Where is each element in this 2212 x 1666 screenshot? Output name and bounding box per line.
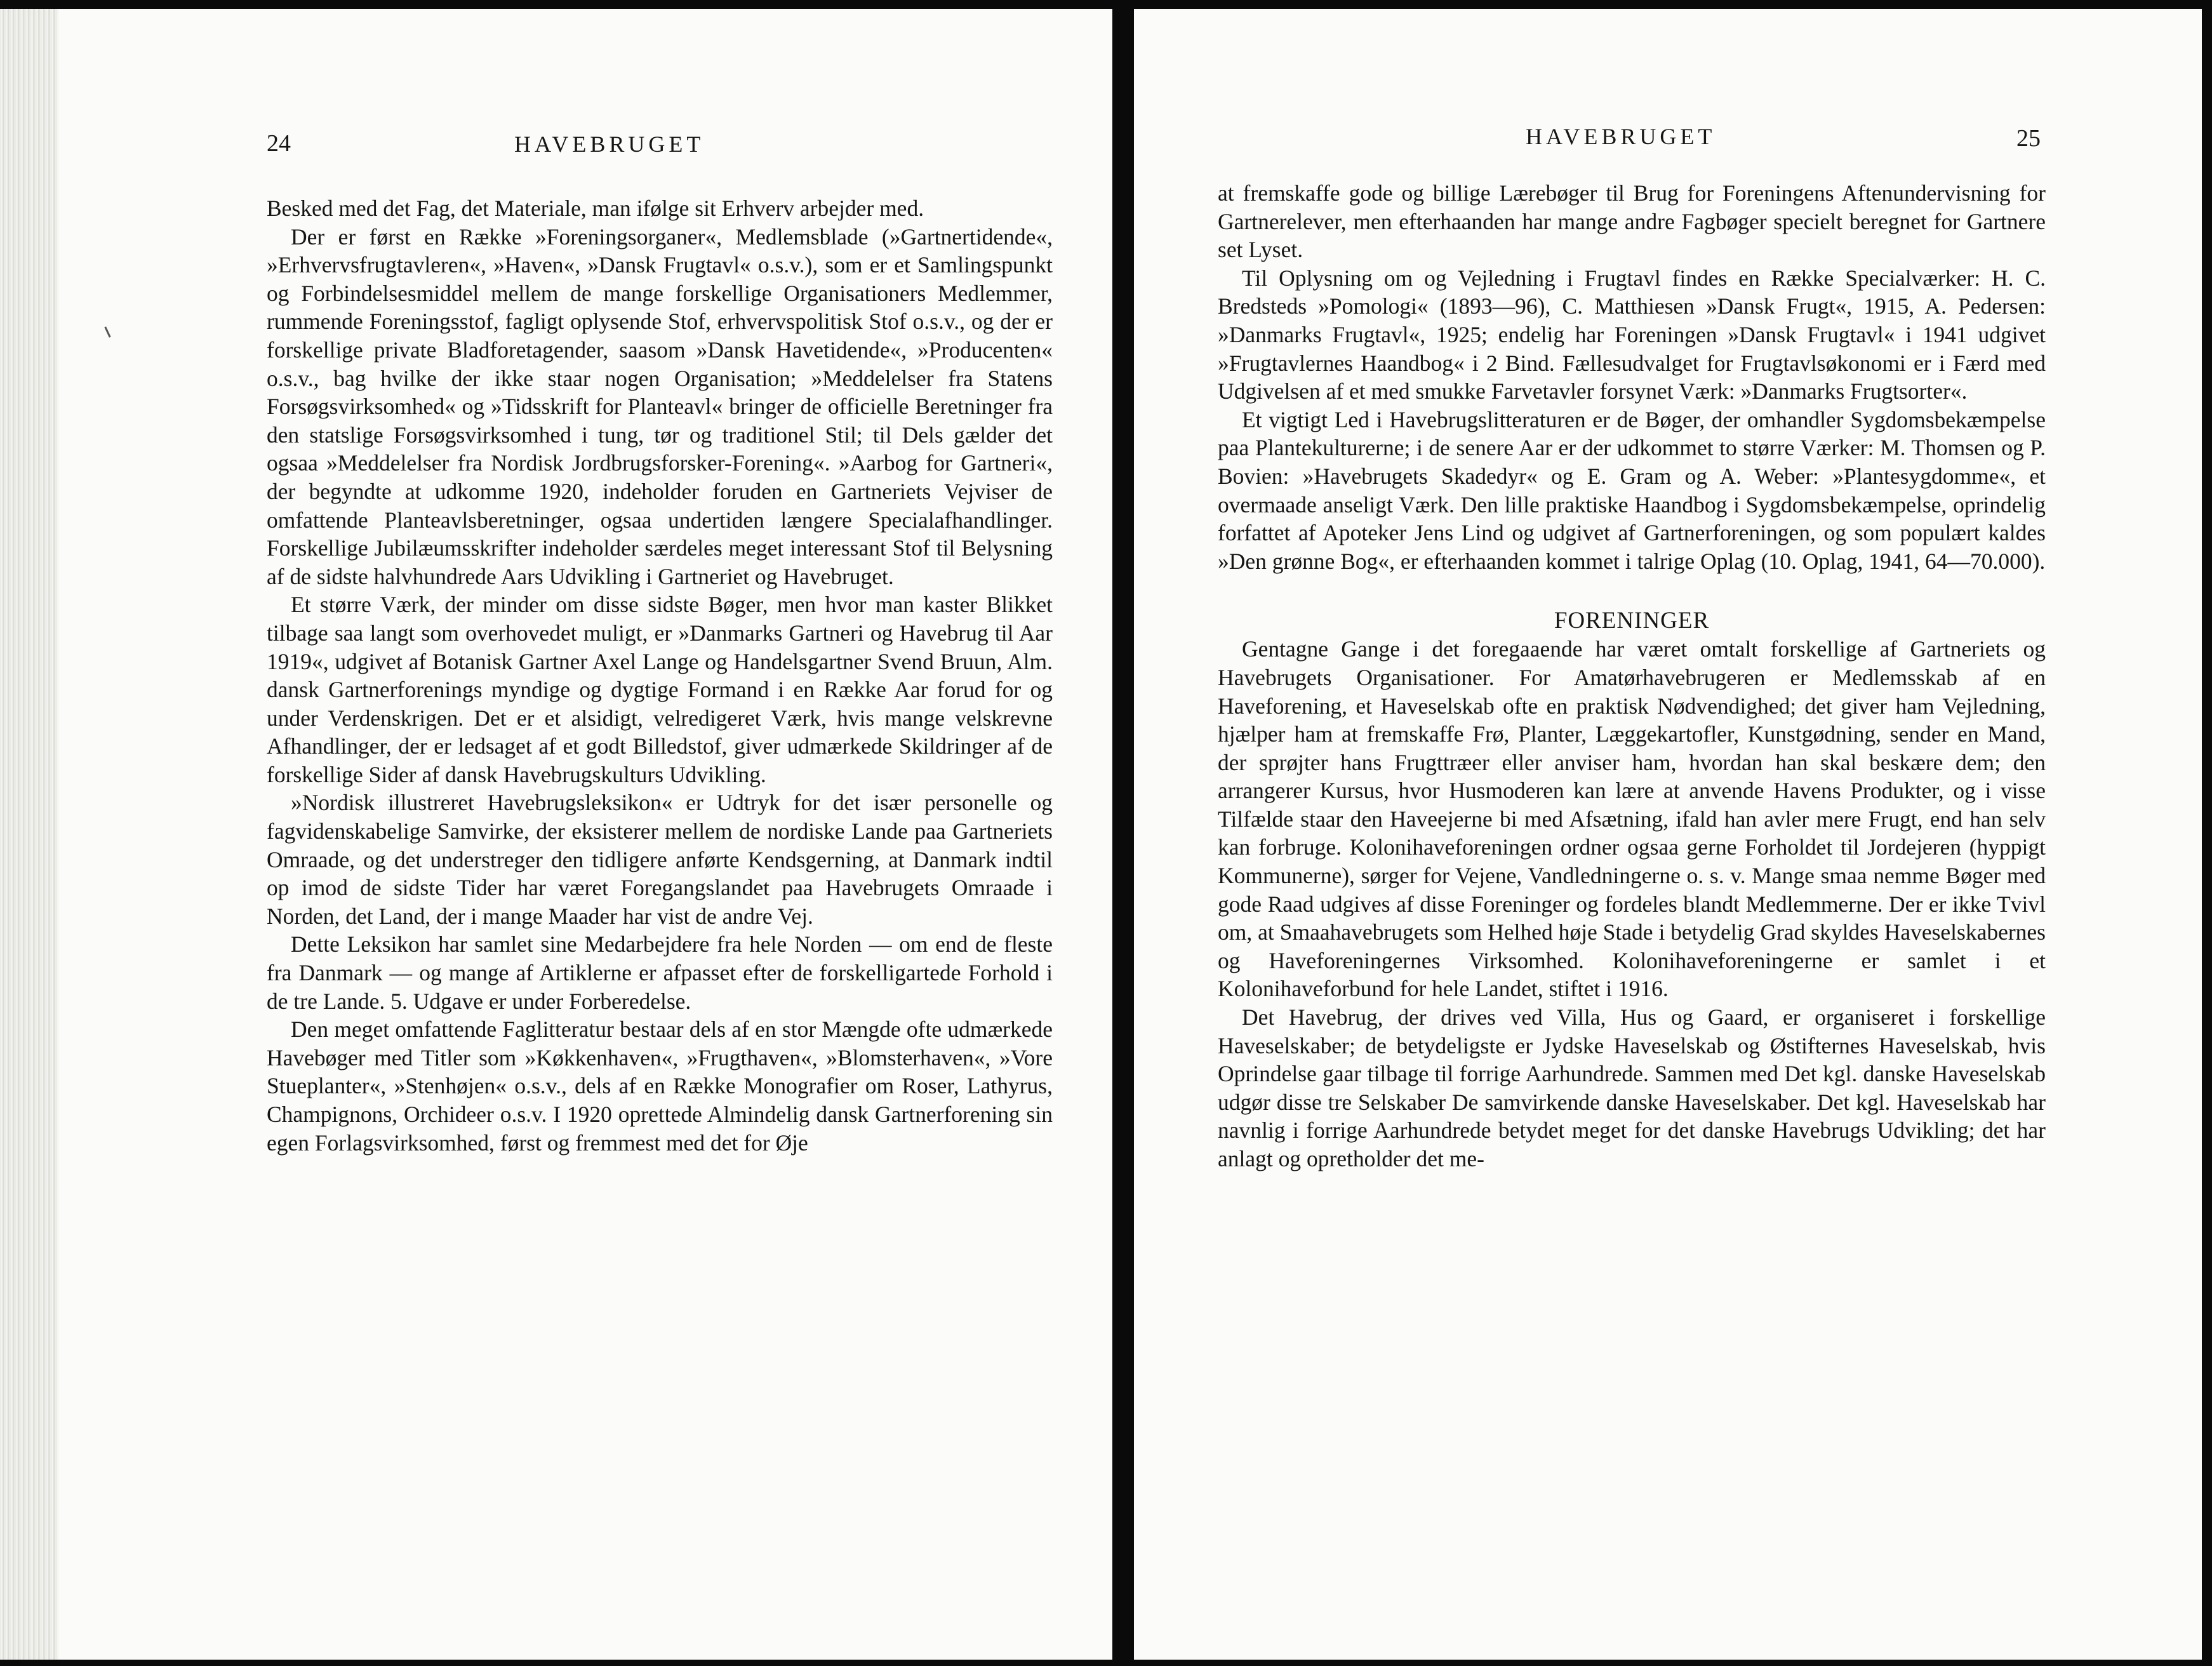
section-heading: FORENINGER	[1554, 608, 1710, 634]
paragraph: Den meget omfattende Faglitteratur bestaar dels af en stor Mængde ofte udmærkede Havebøger med Titler som »Køkkenhaven«, »Frugthaven«, »Blomsterhaven«, »Vore Stueplanter«, »Stenhøjen« o.s.v., dels af en Række Monografier om Roser, Lathyrus, Champignons, Orchideer o.s.v. I 1920 oprettede Almindelig dansk Gartnerforening sin egen Forlagsvirksomhed, først og fremmest med det for Øje	[267, 1016, 1053, 1156]
paragraph: Til Oplysning om og Vejledning i Frugtavl findes en Række Specialværker: H. C. Bredsteds »Pomologi« (1893—96), C. Matthiesen »Dansk Frugt«, 1915, A. Pedersen: »Danmarks Frugtavl«, 1925; endelig har Foreningen »Dansk Frugtavl« i 1941 udgivet »Frugtavlernes Haandbog« i 2 Bind. Fællesudvalget for Frugtavlsøkonomi er i Færd med Udgivelsen af et med smukke Farvetavler forsynet Værk: »Danmarks Frugtsorter«.	[1218, 265, 2046, 404]
paragraph: Det Havebrug, der drives ved Villa, Hus og Gaard, er organiseret i forskellige Haveselskaber; de betydeligste er Jydske Haveselskab og Østifternes Haveselskab, hvis Oprindelse gaar tilbage til forrige Aarhundrede. Sammen med Det kgl. danske Haveselskab udgør disse tre Selskaber De samvirkende danske Haveselskaber. Det kgl. Haveselskab har navnlig i forrige Aarhundrede betydet meget for det danske Havebrugs Udvikling; det har anlagt og opretholder det me-	[1218, 1004, 2046, 1171]
left-page	[0, 9, 1112, 1660]
paragraph: Besked med det Fag, det Materiale, man ifølge sit Erhverv arbejder med.	[267, 196, 924, 221]
paragraph: Gentagne Gange i det foregaaende har været omtalt forskellige af Gartneriets og Havebrugets Organisationer. For Amatørhavebrugeren er Medlemsskab af en Haveforening, et Haveselskab ofte en praktisk Nødvendighed; det giver ham Vejledning, hjælper ham at fremskaffe Frø, Planter, Læggekartofler, Kunstgødning, sender en Mand, der sprøjter hans Frugttræer eller anviser ham, hvordan han skal beskære dem; den arrangerer Kursus, hvor Husmoderen kan lære at anvende Havens Produkter, og i visse Tilfælde staar den Haveejerne bi med Afsætning, ifald han avler mere Frugt, end han selv kan forbruge. Kolonihaveforeningen ordner ogsaa gerne Forholdet til Jordejeren (hyppigt Kommunerne), sørger for Vejene, Vandledningerne o. s. v. Mange smaa nemme Bøger med gode Raad udgives af disse Foreninger og fordeles blandt Medlemmerne. Der er ikke Tvivl om, at Smaahavebrugets som Helhed høje Stade i betydelig Grad skyldes Haveselskabernes og Haveforeningernes Virksomhed. Kolonihaveforeningerne er samlet i et Kolonihaveforbund for hele Landet, stiftet i 1916.	[1218, 636, 2046, 1002]
running-head: HAVEBRUGET	[1526, 124, 1716, 149]
page-number: 25	[2016, 125, 2041, 152]
stray-mark	[104, 326, 110, 338]
page-number: 24	[267, 130, 291, 157]
body-text	[267, 194, 1053, 1157]
paragraph: Et større Værk, der minder om disse sidste Bøger, men hvor man kaster Blikket tilbage saa langt som overhovedet muligt, er »Danmarks Gartneri og Havebrug til Aar 1919«, udgivet af Botanisk Gartner Axel Lange og Handelsgartner Svend Bruun, Alm. dansk Gartnerforenings myndige og dygtige Formand i en Række Aar forud for og under Verdenskrigen. Det er et alsidigt, velredigeret Værk, hvis mange velskrevne Afhandlinger, der er ledsaget af et godt Billedstof, giver udmærkede Skildringer af de forskellige Sider af dansk Havebrugskulturs Udvikling.	[267, 592, 1053, 787]
paragraph: »Nordisk illustreret Havebrugsleksikon« er Udtryk for det især personelle og fagvidenskabelige Samvirke, der eksisterer mellem de nordiske Lande paa Gartneriets Omraade, og det understreger den tidligere anførte Kendsgerning, at Danmark indtil op imod de sidste Tider har været Foregangslandet paa Havebrugets Omraade i Norden, det Land, der i mange Maader har vist de andre Vej.	[267, 790, 1053, 929]
right-page	[1134, 9, 2202, 1660]
paragraph: Et vigtigt Led i Havebrugslitteraturen er de Bøger, der omhandler Sygdomsbekæmpelse paa Plantekulturerne; i de senere Aar er der udkommet to større Værker: M. Thomsen og P. Bovien: »Havebrugets Skadedyr« og E. Gram og A. Weber: »Plantesygdomme«, et overmaade anseligt Værk. Den lille praktiske Haandbog i Sygdomsbekæmpelse, oprindelig forfattet af Apoteker Jens Lind og udgivet af Gartnerforeningen, og som populært kaldes »Den grønne Bog«, er efterhaanden kommet i talrige Oplag (10. Oplag, 1941, 64—70.000).	[1218, 406, 2046, 574]
book-page-edges	[0, 9, 58, 1660]
body-text	[1218, 179, 2046, 1173]
running-head: HAVEBRUGET	[514, 131, 705, 157]
paragraph: Dette Leksikon har samlet sine Medarbejdere fra hele Norden — om end de fleste fra Danmark — og mange af Artiklerne er afpasset efter de forskelligartede Forhold i de tre Lande. 5. Udgave er under Forberedelse.	[267, 931, 1053, 1014]
paragraph: Der er først en Række »Foreningsorganer«, Medlemsblade (»Gartnertidende«, »Erhvervsfrugtavleren«, »Haven«, »Dansk Frugtavl« o.s.v.), som er et Samlingspunkt og Forbindelsesmiddel mellem de mange forskellige Organisationers Medlemmer, rummende Foreningsstof, fagligt oplysende Stof, erhvervspolitisk Stof o.s.v., og der er forskellige private Bladforetagender, saasom »Dansk Havetidende«, »Producenten« o.s.v., bag hvilke der ikke staar nogen Organisation; »Meddelelser fra Statens Forsøgsvirksomhed« og »Tidsskrift for Planteavl« bringer de officielle Beretninger fra den statslige Forsøgsvirksomhed i tung, tør og traditionel Stil; til Dels gælder det ogsaa »Meddelelser fra Nordisk Jordbrugsforsker-Forening«. »Aarbog for Gartneri«, der begyndte at udkomme 1920, indeholder foruden en Gartneriets Vejviser de omfattende Planteavlsberetninger, ogsaa undertiden længere Specialafhandlinger. Forskellige Jubilæumsskrifter indeholder særdeles meget interessant Stof til Belysning af de sidste halvhundrede Aars Udvikling i Gartneriet og Havebruget.	[267, 223, 1053, 589]
paragraph: at fremskaffe gode og billige Lærebøger til Brug for Foreningens Aftenundervisning for Gartnerelever, men efterhaanden har mange andre Fagbøger specielt beregnet for Gartnere set Lyset.	[1218, 180, 2046, 263]
